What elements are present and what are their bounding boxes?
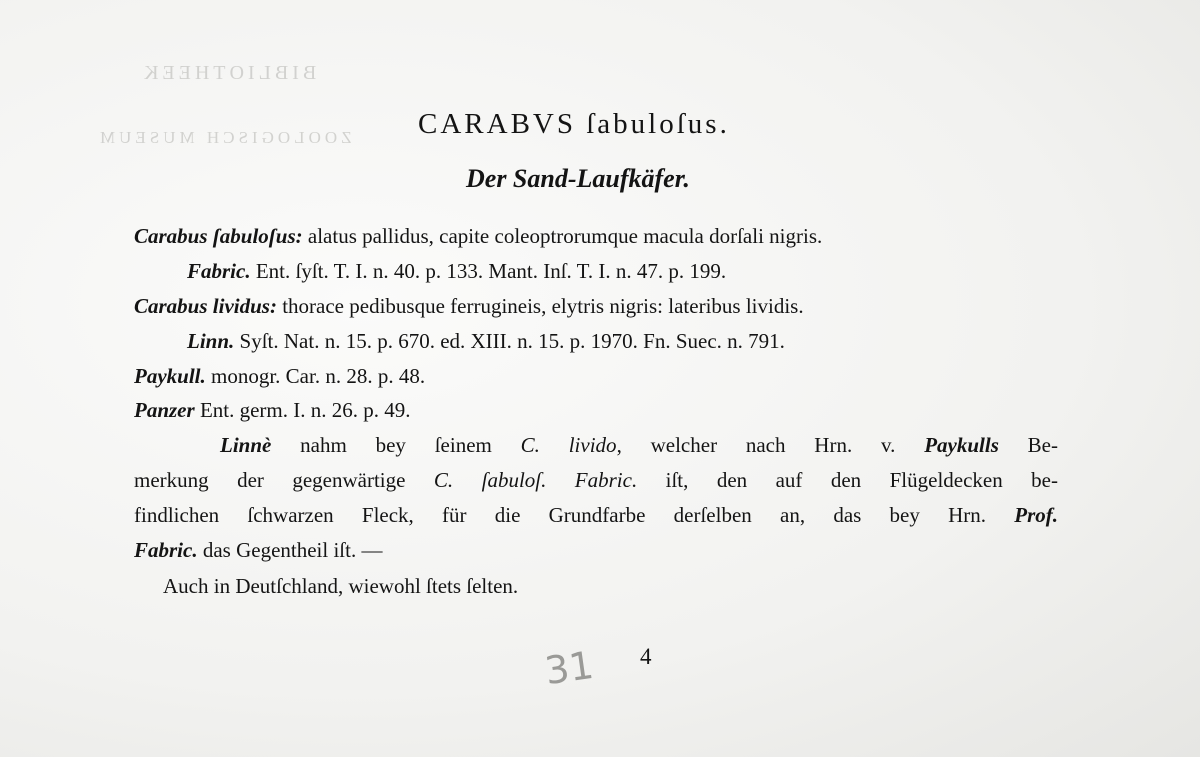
paragraph-text: merkung der gegenwärtige xyxy=(134,468,434,492)
reference-author: Carabus lividus: xyxy=(134,294,277,318)
reference-author: Panzer xyxy=(134,398,195,422)
bleedthrough-line-1: BIBLIOTHEEK xyxy=(140,62,317,84)
closing-line: Auch in Deutſchland, wiewohl ſtets ſelten. xyxy=(163,574,519,598)
page-title: CARABVS ſabuloſus. xyxy=(418,108,730,140)
reference-line xyxy=(187,331,785,352)
paragraph-line xyxy=(134,428,1058,463)
reference-line xyxy=(134,296,804,317)
body-paragraph xyxy=(134,428,1058,568)
reference-author: Fabric. xyxy=(187,259,251,283)
reference-line xyxy=(134,226,822,247)
paragraph-text: Be- xyxy=(998,433,1058,457)
paragraph-text: findlichen ſchwarzen Fleck, für die Grundfarbe derſelben an, das bey Hrn. xyxy=(134,503,1015,527)
paragraph-text: iſt, den auf den Flügeldecken be- xyxy=(637,468,1058,492)
reference-text: thorace pedibusque ferrugineis, elytris nigris: lateribus lividis. xyxy=(276,294,804,318)
reference-line xyxy=(134,400,411,421)
paragraph-text: das Gegentheil iſt. — xyxy=(197,538,383,562)
page-subtitle: Der Sand-Laufkäfer. xyxy=(466,164,690,193)
paragraph-text: , welcher nach Hrn. v. xyxy=(616,433,925,457)
reference-line xyxy=(134,366,425,387)
reference-text: Syſt. Nat. n. 15. p. 670. ed. XIII. n. 15. p. 1970. Fn. Suec. n. 791. xyxy=(234,329,785,353)
author-name: Prof. xyxy=(1014,503,1058,527)
paragraph-line xyxy=(134,463,1058,498)
reference-text: monogr. Car. n. 28. p. 48. xyxy=(205,364,426,388)
author-name: Paykulls xyxy=(924,433,999,457)
bleedthrough-line-2: ZOOLOGISCH MUSEUM xyxy=(96,128,352,147)
reference-text: alatus pallidus, capite coleoptrorumque macula dorſali nigris. xyxy=(302,224,823,248)
author-name: Linnè xyxy=(220,433,272,457)
reference-author: Carabus ſabuloſus: xyxy=(134,224,303,248)
reference-line xyxy=(187,261,726,282)
paragraph-line xyxy=(134,533,1058,568)
species-name: C. ſabuloſ. Fabric. xyxy=(433,468,638,492)
reference-author: Paykull. xyxy=(134,364,206,388)
author-name: Fabric. xyxy=(134,538,198,562)
paragraph-text: nahm bey ſeinem xyxy=(271,433,521,457)
species-name: C. livido xyxy=(520,433,617,457)
pencil-annotation: 31 xyxy=(542,642,597,694)
page-number: 4 xyxy=(640,644,652,669)
reference-author: Linn. xyxy=(187,329,235,353)
reference-text: Ent. germ. I. n. 26. p. 49. xyxy=(194,398,411,422)
reference-text: Ent. ſyſt. T. I. n. 40. p. 133. Mant. Inſ. T. I. n. 47. p. 199. xyxy=(250,259,727,283)
paragraph-line xyxy=(134,498,1058,533)
